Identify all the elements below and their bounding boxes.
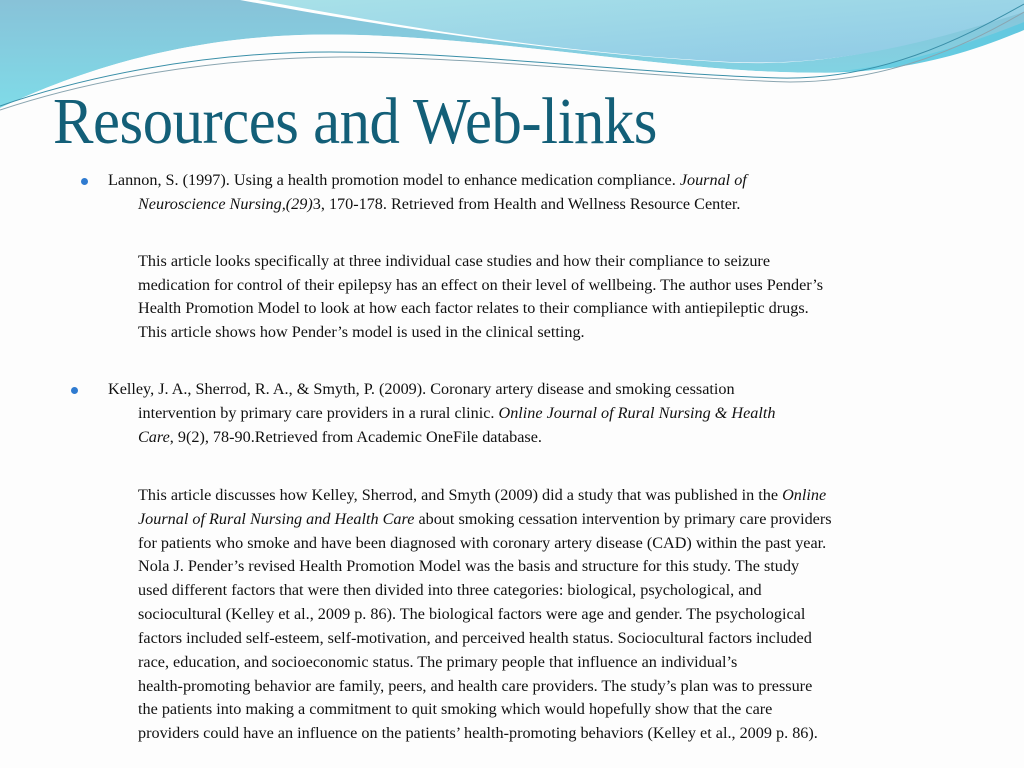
citation-line: Neuroscience Nursing,(29)3, 170-178. Retrieved from Health and Wellness Resource Center.: [138, 195, 741, 213]
bullet-dot-icon: [81, 178, 88, 185]
citation-line: intervention by primary care providers in a rural clinic. Online Journal of Rural Nursing & Health: [138, 404, 776, 422]
summary-line: This article looks specifically at three individual case studies and how their compliance to seizure: [138, 252, 771, 270]
summary-line: health-promoting behavior are family, peers, and health care providers. The study’s plan was to pressure: [138, 677, 813, 695]
summary-line: factors included self-esteem, self-motivation, and perceived health status. Sociocultural factors included: [138, 629, 812, 647]
slide-title: Resources and Web-links: [53, 85, 657, 158]
bullet-dot-icon: [71, 387, 78, 394]
summary-line: sociocultural (Kelley et al., 2009 p. 86). The biological factors were age and gender. The psychological: [138, 605, 806, 623]
summary-line: used different factors that were then divided into three categories: biological, psychological, and: [138, 581, 762, 599]
citation-line: Kelley, J. A., Sherrod, R. A., & Smyth, P. (2009). Coronary artery disease and smoking cessation: [108, 380, 735, 398]
summary-line: medication for control of their epilepsy has an effect on their level of wellbeing. The author uses Pender’s: [138, 276, 824, 294]
summary-line: This article shows how Pender’s model is used in the clinical setting.: [138, 323, 585, 341]
citation-line: Lannon, S. (1997). Using a health promotion model to enhance medication compliance. Journal of: [108, 171, 747, 189]
summary-line: the patients into making a commitment to quit smoking which would hopefully show that the care: [138, 700, 773, 718]
citation-line: Care, 9(2), 78-90.Retrieved from Academic OneFile database.: [138, 428, 542, 446]
summary-line: providers could have an influence on the patients’ health-promoting behaviors (Kelley et al., 2009 p. 86).: [138, 724, 818, 742]
summary-line: Nola J. Pender’s revised Health Promotion Model was the basis and structure for this study. The study: [138, 557, 800, 575]
summary-line: for patients who smoke and have been diagnosed with coronary artery disease (CAD) within the past year.: [138, 534, 827, 552]
summary-line: Journal of Rural Nursing and Health Care about smoking cessation intervention by primary care providers: [138, 510, 832, 528]
summary-line: This article discusses how Kelley, Sherrod, and Smyth (2009) did a study that was published in the Online: [138, 486, 827, 504]
summary-line: Health Promotion Model to look at how each factor relates to their compliance with antiepileptic drugs.: [138, 299, 809, 317]
summary-line: race, education, and socioeconomic status. The primary people that influence an individual’s: [138, 653, 738, 671]
